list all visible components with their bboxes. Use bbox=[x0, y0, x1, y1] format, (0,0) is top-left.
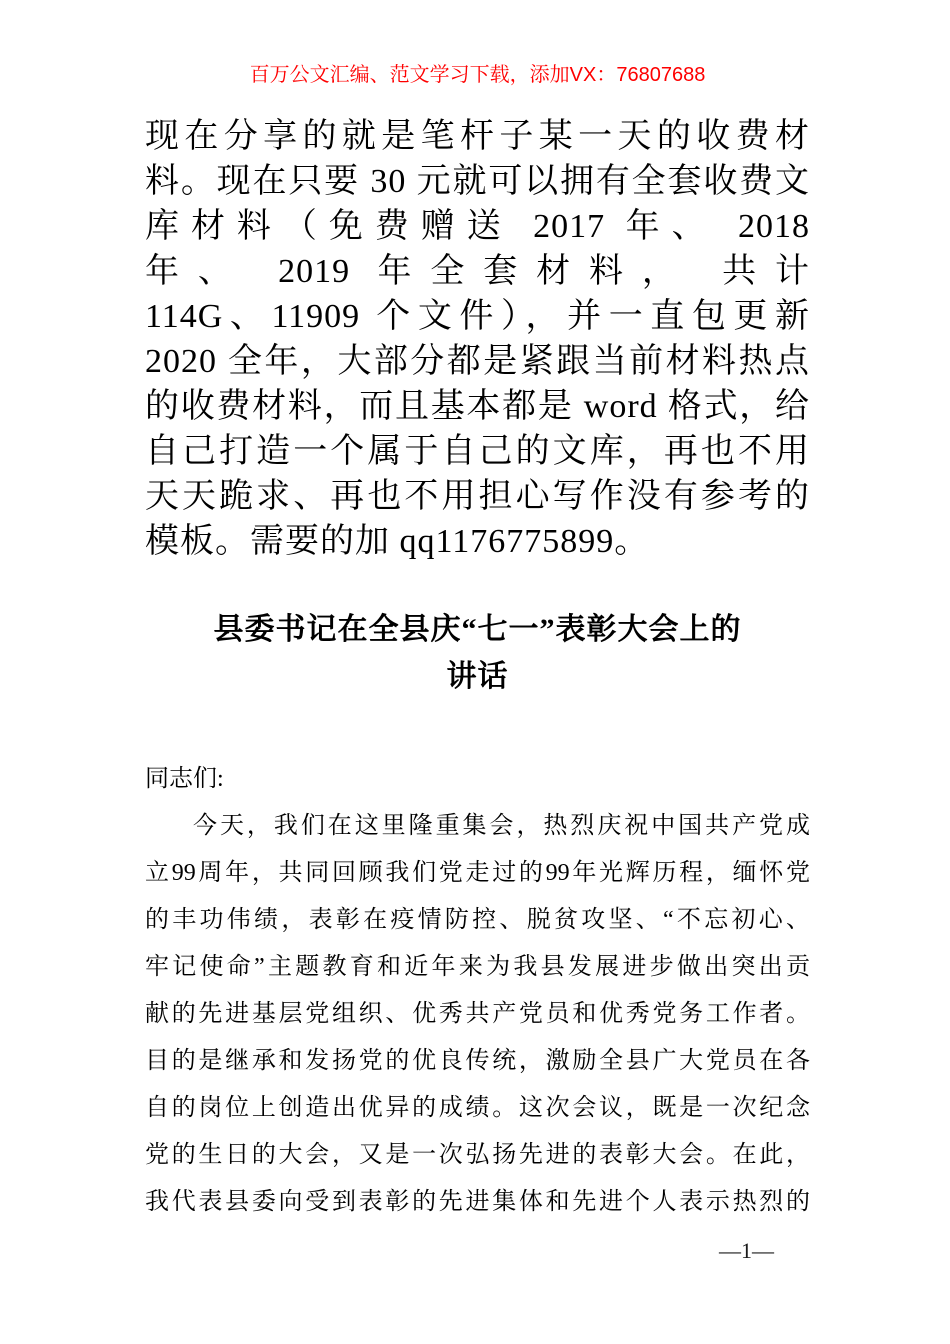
promo-line: 模板。需要的加 qq1176775899。 bbox=[145, 523, 650, 560]
body-line: 献的先进基层党组织、优秀共产党员和优秀党务工作者。 bbox=[145, 1001, 810, 1027]
salutation: 同志们: bbox=[145, 766, 224, 792]
promo-line: 114G、11909 个文件），并一直包更新 bbox=[145, 298, 810, 335]
document-title bbox=[145, 606, 810, 700]
promo-paragraph bbox=[145, 114, 810, 564]
body-line: 自的岗位上创造出优异的成绩。这次会议，既是一次纪念 bbox=[145, 1095, 810, 1121]
promo-line: 库材料（免费赠送 2017 年、 2018 bbox=[145, 208, 810, 245]
promo-line: 天天跪求、再也不用担心写作没有参考的 bbox=[145, 478, 810, 515]
promo-line: 自己打造一个属于自己的文库，再也不用 bbox=[145, 433, 810, 470]
document-title-line: 讲话 bbox=[446, 660, 509, 693]
body-line: 今天，我们在这里隆重集会，热烈庆祝中国共产党成 bbox=[193, 813, 810, 839]
body-line: 我代表县委向受到表彰的先进集体和先进个人表示热烈的 bbox=[145, 1189, 810, 1215]
promo-line: 2020 全年，大部分都是紧跟当前材料热点 bbox=[145, 343, 810, 380]
page-number: —1— bbox=[719, 1238, 774, 1263]
document-title-line: 县委书记在全县庆“七一”表彰大会上的 bbox=[213, 613, 742, 646]
body-line: 立99周年，共同回顾我们党走过的99年光辉历程，缅怀党 bbox=[145, 860, 810, 886]
promo-line: 年、 2019 年全套材料， 共计 bbox=[145, 253, 810, 290]
promo-header-text: 百万公文汇编、范文学习下载，添加VX：76807688 bbox=[249, 64, 706, 86]
promo-line: 现在分享的就是笔杆子某一天的收费材 bbox=[145, 118, 810, 155]
body-line: 目的是继承和发扬党的优良传统，激励全县广大党员在各 bbox=[145, 1048, 810, 1074]
body-line: 牢记使命”主题教育和近年来为我县发展进步做出突出贡 bbox=[145, 954, 810, 980]
speech-body bbox=[145, 756, 810, 1226]
body-line: 的丰功伟绩，表彰在疫情防控、脱贫攻坚、“不忘初心、 bbox=[145, 907, 810, 933]
promo-line: 料。现在只要 30 元就可以拥有全套收费文 bbox=[145, 163, 810, 200]
promo-line: 的收费材料，而且基本都是 word 格式，给 bbox=[145, 388, 810, 425]
body-line: 党的生日的大会，又是一次弘扬先进的表彰大会。在此， bbox=[145, 1142, 810, 1168]
